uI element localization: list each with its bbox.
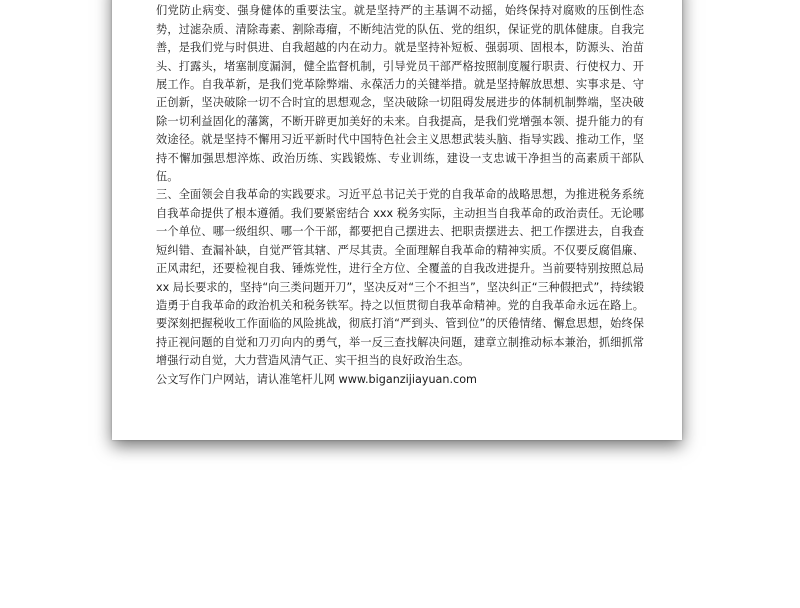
- paragraph-self-revolution-meaning: 们党防止病变、强身健体的重要法宝。就是坚持严的主基调不动摇，始终保持对腐败的压倒性态势，过滤杂质、清除毒素、割除毒瘤，不断纯洁党的队伍、党的组织，保证党的肌体健康。自我完善，是我们党与时俱进、自我超越的内在动力。就是坚持补短板、强弱项、固根本，防源头、治苗头、打露头，堵塞制度漏洞，健全监督机制，引导党员干部严格按照制度履行职责、行使权力、开展工作。自我革新，是我们党革除弊端、永葆活力的关键举措。就是坚持解放思想、实事求是、守正创新，坚决破除一切不合时宜的思想观念，坚决破除一切阻碍发展进步的体制机制弊端，坚决破除一切利益固化的藩篱，不断开辟更加美好的未来。自我提高，是我们党增强本领、提升能力的有效途径。就是坚持不懈用习近平新时代中国特色社会主义思想武装头脑、指导实践、推动工作，坚持不懈加强思想淬炼、政治历练、实践锻炼、专业训练，建设一支忠诚干净担当的高素质干部队伍。: [156, 4, 644, 184]
- document-page: [112, 0, 682, 440]
- website-footer-line: 公文写作门户网站，请认准笔杆儿网 www.biganzijiayuan.com: [156, 372, 477, 386]
- page-body: [156, 0, 644, 389]
- paragraph-practice-requirements: 三、全面领会自我革命的实践要求。习近平总书记关于党的自我革命的战略思想，为推进税务系统自我革命提供了根本遵循。我们要紧密结合 xxx 税务实际，主动担当自我革命的政治责任。无论哪一个单位、哪一级组织、哪一个干部，都要把自己摆进去、把职责摆进去、把工作摆进去，自我查短纠错、查漏补缺，自觉严管其辖、严尽其责。全面理解自我革命的精神实质。不仅要反腐倡廉、正风肃纪，还要检视自我、锤炼党性，进行全方位、全覆盖的自我改进提升。当前要特别按照总局 xx 局长要求的，坚持“向三类问题开刀”，坚决反对“三个不担当”，坚决纠正“三种假把式”，持续锻造勇于自我革命的政治机关和税务铁军。持之以恒贯彻自我革命精神。党的自我革命永远在路上。要深刻把握税收工作面临的风险挑战，彻底打消“严到头、管到位”的厌倦情绪、懈怠思想，始终保持正视问题的自觉和刀刃向内的勇气，举一反三查找解决问题，建章立制推动标本兼治，抓细抓常增强行动自觉，大力营造风清气正、实干担当的良好政治生态。: [156, 188, 644, 368]
